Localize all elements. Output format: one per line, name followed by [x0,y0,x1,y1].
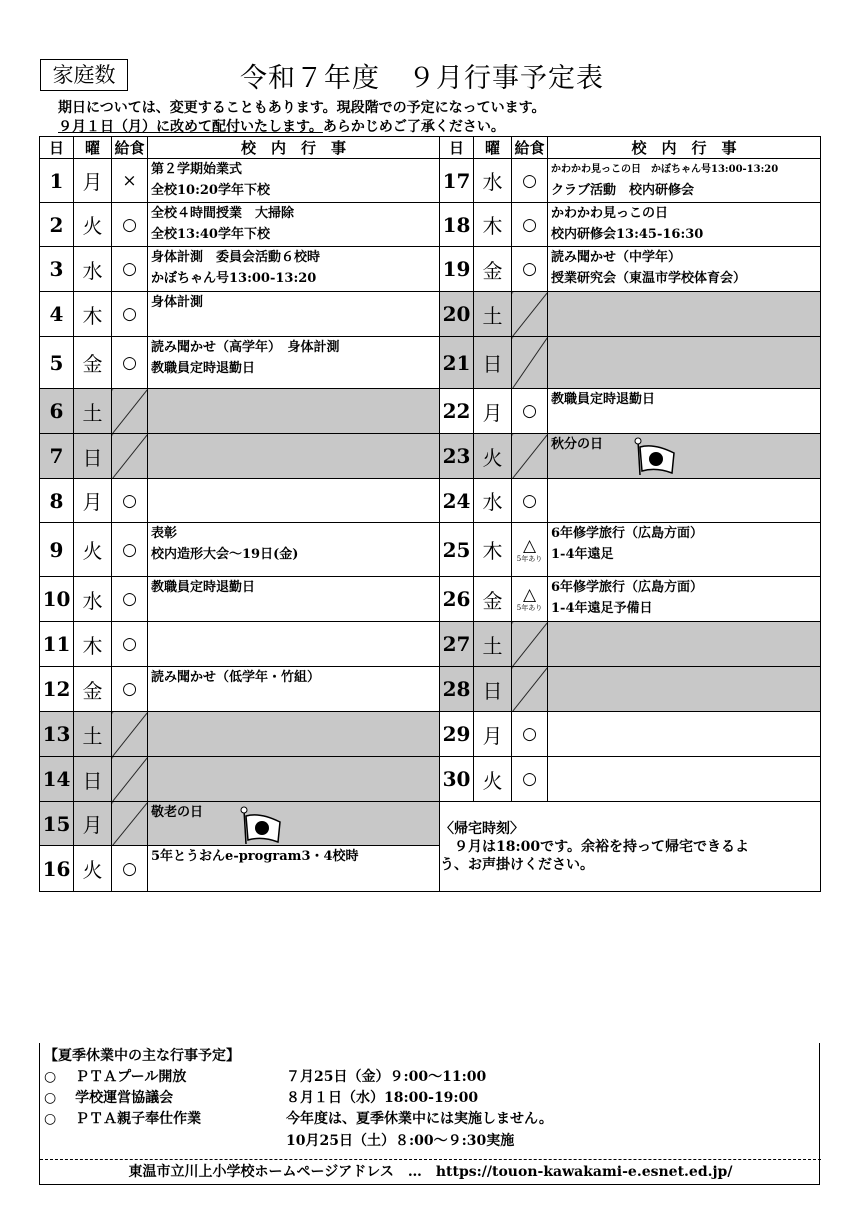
event-cell [148,846,440,892]
lunch-status: ○ [512,159,548,203]
event-cell [148,203,440,247]
summer-item-date: ７月25日（金）９:00～11:00 [286,1069,487,1085]
event-line: 読み聞かせ（低学年・竹組） [151,670,321,685]
weekday: 月 [74,479,112,523]
event-cell [548,523,821,577]
event-cell [148,337,440,389]
weekday: 土 [74,712,112,757]
table-row [40,337,821,389]
lunch-status [512,577,548,622]
lunch-status [512,292,548,337]
day-number: 9 [40,523,74,577]
table-row [40,757,821,802]
table-row [40,622,821,667]
lunch-status: ○ [112,667,148,712]
weekday: 土 [474,622,512,667]
event-line: 教職員定時退勤日 [551,392,656,407]
document-category-badge: 家庭数 [40,59,128,91]
event-line: 1-4年遠足予備日 [551,601,653,616]
weekday: 金 [74,667,112,712]
bullet-mark: ○ [44,1111,57,1127]
weekday: 水 [474,479,512,523]
event-cell [548,712,821,757]
day-number: 12 [40,667,74,712]
event-line: 6年修学旅行（広島方面） [551,526,704,541]
lunch-status [512,434,548,479]
notice-line-2 [58,116,505,136]
weekday: 木 [474,523,512,577]
event-cell [148,712,440,757]
summer-item [44,1087,173,1107]
lunch-status: ○ [512,389,548,434]
lunch-note: 5年あり [516,604,543,612]
lunch-status: ○ [112,292,148,337]
lunch-status: ○ [512,712,548,757]
page-title: 令和７年度 ９月行事予定表 [240,63,604,94]
table-row [40,203,821,247]
event-cell [148,577,440,622]
lunch-status: ○ [112,846,148,892]
weekday: 金 [474,577,512,622]
event-line: かぼちゃん号13:00-13:20 [151,271,317,286]
weekday: 金 [474,247,512,292]
home-time-line2: う、お声掛けください。 [440,856,594,873]
day-number: 2 [40,203,74,247]
summer-item [44,1108,201,1128]
day-number: 16 [40,846,74,892]
event-line: かわかわ見っこの日 かぼちゃん号13:00-13:20 [551,164,779,175]
header-events: 校 内 行 事 [548,137,821,159]
lunch-status [112,389,148,434]
event-line: 1-4年遠足 [551,547,614,562]
weekday: 木 [74,622,112,667]
event-cell [148,389,440,434]
event-line: 身体計測 委員会活動６校時 [151,250,321,265]
table-row [40,712,821,757]
summer-item-date: 今年度は、夏季休業中には実施しません。 [286,1111,553,1127]
event-cell [148,802,440,846]
notice-line-1: 期日については、変更することもあります。現段階での予定になっています。 [58,100,546,116]
national-flag-icon [632,437,678,477]
weekday: 月 [474,712,512,757]
lunch-status: ○ [112,479,148,523]
day-number: 7 [40,434,74,479]
header-events: 校 内 行 事 [148,137,440,159]
event-cell [548,577,821,622]
event-cell [148,292,440,337]
weekday: 火 [474,434,512,479]
event-cell [548,622,821,667]
header-lunch: 給食 [112,137,148,159]
weekday: 火 [474,757,512,802]
event-line: 教職員定時退勤日 [151,580,256,595]
event-line: 全校４時間授業 大掃除 [151,206,295,221]
weekday: 金 [74,337,112,389]
home-time-note [440,802,821,892]
header-day: 日 [440,137,474,159]
event-cell [148,434,440,479]
weekday: 日 [474,667,512,712]
day-number: 30 [440,757,474,802]
event-cell [148,757,440,802]
weekday: 土 [74,389,112,434]
table-row [40,479,821,523]
notice-date-underlined: ９月１日（月）に改めて配付いたします。 [58,119,323,135]
header-weekday: 曜 [474,137,512,159]
event-cell [548,434,821,479]
table-row [40,247,821,292]
event-line: かわかわ見っこの日 [551,206,669,221]
lunch-status [112,434,148,479]
table-row [40,523,821,577]
home-time-line1: ９月は18:00です。余裕を持って帰宅できるよ [440,838,750,855]
day-number: 25 [440,523,474,577]
lunch-status [112,757,148,802]
lunch-mark: △ [522,535,537,556]
lunch-status [512,523,548,577]
event-cell [148,247,440,292]
weekday: 日 [474,337,512,389]
event-cell [148,523,440,577]
event-cell [148,622,440,667]
day-number: 20 [440,292,474,337]
day-number: 8 [40,479,74,523]
day-number: 15 [40,802,74,846]
weekday: 日 [74,757,112,802]
summer-item-name: ＰＴＡ親子奉仕作業 [75,1111,202,1127]
day-number: 29 [440,712,474,757]
school-homepage-footer: 東温市立川上小学校ホームページアドレス … https://touon-kawakami-e.esnet.ed.jp/ [40,1159,821,1184]
lunch-status: ○ [512,203,548,247]
lunch-status: ○ [112,247,148,292]
day-number: 21 [440,337,474,389]
header-lunch: 給食 [512,137,548,159]
event-line: 身体計測 [151,295,204,310]
event-cell [148,667,440,712]
event-cell [548,159,821,203]
event-line: 全校10:20学年下校 [151,183,270,198]
notice-line-2-rest: あらかじめご了承ください。 [322,119,505,135]
lunch-status: ○ [112,203,148,247]
national-flag-icon [238,806,284,846]
day-number: 24 [440,479,474,523]
day-number: 19 [440,247,474,292]
day-number: 14 [40,757,74,802]
day-number: 5 [40,337,74,389]
lunch-status: ○ [512,247,548,292]
weekday: 日 [74,434,112,479]
event-line: 5年とうおんe-program3・4校時 [151,849,359,864]
table-row [40,292,821,337]
day-number: 3 [40,247,74,292]
event-cell [148,159,440,203]
day-number: 17 [440,159,474,203]
event-line: 表彰 [151,526,178,541]
summer-title: 【夏季休業中の主な行事予定】 [44,1048,240,1064]
day-number: 27 [440,622,474,667]
day-number: 11 [40,622,74,667]
table-row [40,434,821,479]
event-cell [148,479,440,523]
lunch-status: ○ [512,757,548,802]
table-row [40,802,821,846]
event-line: 読み聞かせ（中学年） [551,250,682,265]
lunch-status: ○ [112,337,148,389]
event-line: 6年修学旅行（広島方面） [551,580,704,595]
bullet-mark: ○ [44,1090,57,1106]
day-number: 10 [40,577,74,622]
event-cell [548,247,821,292]
event-line: 授業研究会（東温市学校体育会） [551,271,747,286]
summer-item [44,1066,186,1086]
home-time-title: 〈帰宅時刻〉 [440,820,524,837]
table-header-row [40,137,821,159]
event-line: 敬老の日 [151,805,204,820]
table-row [40,577,821,622]
lunch-mark: △ [522,585,537,605]
lunch-status [512,622,548,667]
summer-item-name: ＰＴＡプール開放 [75,1069,187,1085]
event-line: 全校13:40学年下校 [151,227,270,242]
summer-item-name: 学校運営協議会 [75,1090,174,1106]
lunch-note: 5年あり [516,554,543,563]
lunch-status [112,712,148,757]
lunch-status [112,802,148,846]
weekday: 水 [74,247,112,292]
weekday: 水 [474,159,512,203]
lunch-status [512,337,548,389]
table-row [40,667,821,712]
header-weekday: 曜 [74,137,112,159]
lunch-status: ○ [512,479,548,523]
weekday: 火 [74,523,112,577]
event-cell [548,479,821,523]
lunch-status: ○ [112,622,148,667]
weekday: 水 [74,577,112,622]
event-line: クラブ活動 校内研修会 [551,183,695,198]
day-number: 23 [440,434,474,479]
lunch-status: ○ [112,523,148,577]
event-line: 第２学期始業式 [151,162,243,177]
summer-extra-date: 10月25日（土）８:00～９:30実施 [286,1133,515,1149]
event-cell [548,757,821,802]
weekday: 火 [74,203,112,247]
table-row [40,389,821,434]
lunch-status: × [112,159,148,203]
day-number: 6 [40,389,74,434]
event-cell [548,292,821,337]
weekday: 木 [474,203,512,247]
event-cell [548,337,821,389]
table-row [40,159,821,203]
weekday: 木 [74,292,112,337]
header-day: 日 [40,137,74,159]
weekday: 火 [74,846,112,892]
day-number: 22 [440,389,474,434]
summer-item-date: ８月１日（水）18:00-19:00 [286,1090,479,1106]
event-line: 校内造形大会～19日(金) [151,547,299,562]
day-number: 4 [40,292,74,337]
day-number: 18 [440,203,474,247]
weekday: 月 [74,159,112,203]
event-cell [548,667,821,712]
day-number: 26 [440,577,474,622]
day-number: 13 [40,712,74,757]
event-line: 教職員定時退勤日 [151,361,256,376]
day-number: 1 [40,159,74,203]
summer-events-section [39,1043,820,1185]
lunch-status: ○ [112,577,148,622]
weekday: 月 [74,802,112,846]
event-line: 校内研修会13:45-16:30 [551,227,704,242]
weekday: 土 [474,292,512,337]
event-line: 読み聞かせ（高学年） 身体計測 [151,340,340,355]
event-cell [548,203,821,247]
weekday: 月 [474,389,512,434]
event-cell [548,389,821,434]
schedule-table [39,136,821,892]
day-number: 28 [440,667,474,712]
bullet-mark: ○ [44,1069,57,1085]
lunch-status [512,667,548,712]
event-line: 秋分の日 [551,437,604,452]
